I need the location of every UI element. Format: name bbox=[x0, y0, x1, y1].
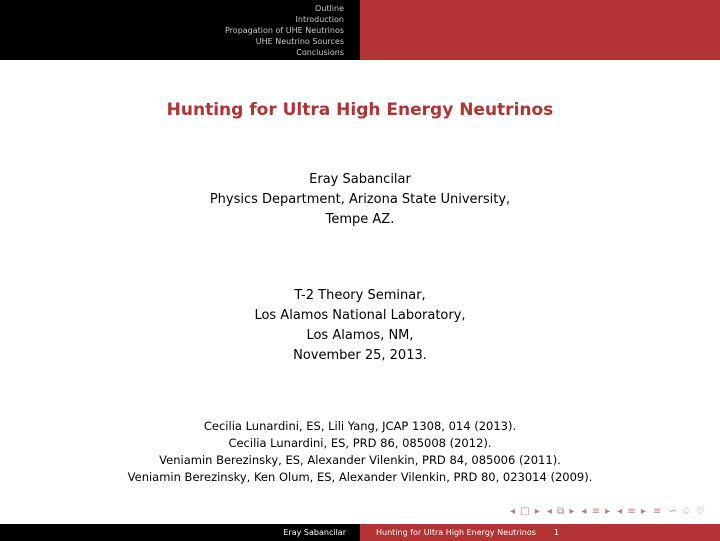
nav-item-introduction[interactable]: Introduction bbox=[295, 15, 344, 24]
reference-item: Cecilia Lunardini, ES, Lili Yang, JCAP 1308, 014 (2013). bbox=[203, 419, 517, 433]
beamer-navigation-symbols bbox=[510, 506, 706, 517]
header-bar bbox=[0, 0, 720, 60]
nav-item-propagation[interactable]: Propagation of UHE Neutrinos bbox=[225, 26, 344, 35]
reference-item: Cecilia Lunardini, ES, PRD 86, 085008 (2012). bbox=[228, 436, 492, 450]
seminar-line: Los Alamos National Laboratory, bbox=[254, 308, 466, 323]
nav-section-icon[interactable]: ◂ ≡ ▸ bbox=[581, 506, 612, 517]
author-block bbox=[0, 170, 720, 230]
seminar-line: Los Alamos, NM, bbox=[306, 328, 414, 343]
footer-title: Hunting for Ultra High Energy Neutrinos bbox=[376, 528, 536, 537]
footer-right bbox=[360, 524, 720, 541]
nav-item-sources[interactable]: UHE Neutrino Sources bbox=[255, 37, 344, 46]
section-nav bbox=[225, 3, 344, 58]
seminar-block bbox=[0, 286, 720, 366]
nav-search-icon[interactable]: ∽ ♤ ♡ bbox=[668, 506, 706, 517]
nav-item-outline[interactable]: Outline bbox=[315, 4, 344, 13]
reference-item: Veniamin Berezinsky, ES, Alexander Vilenkin, PRD 84, 085006 (2011). bbox=[159, 453, 561, 467]
nav-item-conclusions[interactable]: Conclusions bbox=[296, 48, 344, 57]
nav-subsection-icon[interactable]: ◂ ⧉ ▸ bbox=[546, 506, 576, 517]
author-affiliation: Physics Department, Arizona State University, bbox=[209, 192, 511, 207]
nav-frame-icon[interactable]: ◂ □ ▸ bbox=[509, 506, 541, 517]
seminar-line: T-2 Theory Seminar, bbox=[294, 288, 426, 303]
header-left bbox=[0, 0, 360, 60]
footer-bar bbox=[0, 524, 720, 541]
reference-item: Veniamin Berezinsky, Ken Olum, ES, Alexander Vilenkin, PRD 80, 023014 (2009). bbox=[127, 470, 593, 484]
page-number: 1 bbox=[553, 528, 560, 537]
nav-align-icon[interactable]: ≡ bbox=[652, 506, 663, 517]
nav-document-icon[interactable]: ◂ ≡ ▸ bbox=[617, 506, 647, 517]
footer-author: Eray Sabancilar bbox=[0, 524, 360, 541]
header-right bbox=[360, 0, 720, 60]
seminar-date: November 25, 2013. bbox=[293, 348, 427, 363]
slide-title: Hunting for Ultra High Energy Neutrinos bbox=[166, 100, 554, 120]
author-location: Tempe AZ. bbox=[325, 212, 395, 227]
author-name: Eray Sabancilar bbox=[309, 172, 411, 187]
references-block bbox=[0, 418, 720, 486]
